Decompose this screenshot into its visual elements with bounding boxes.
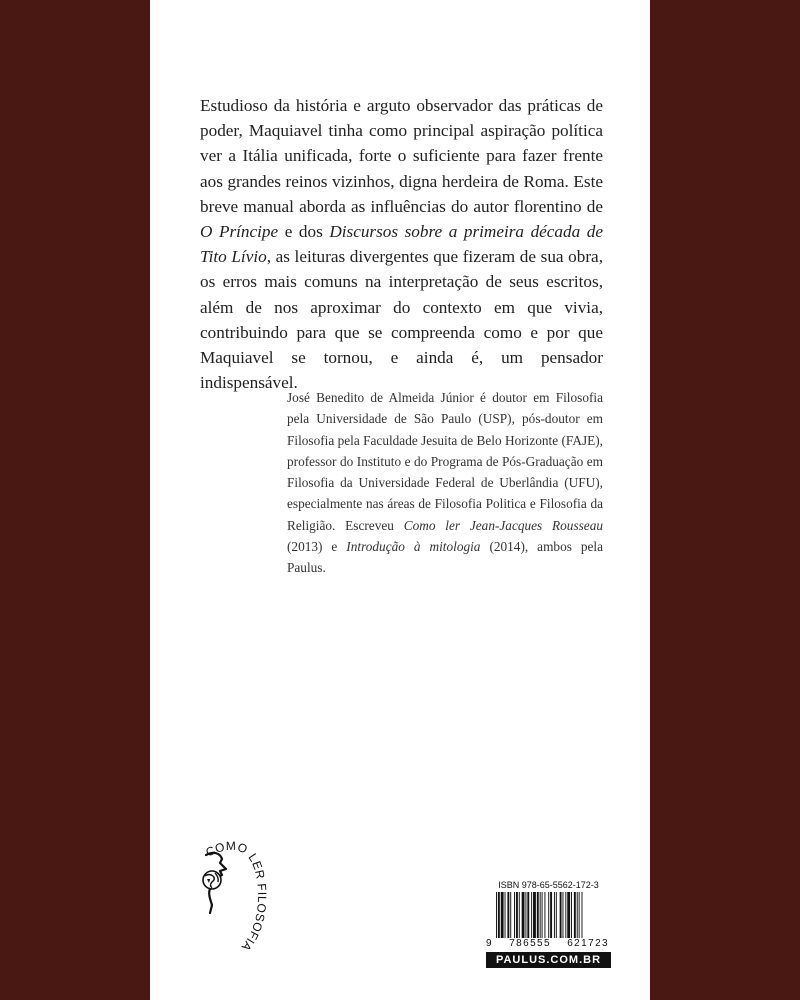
barcode-bar xyxy=(501,892,504,938)
barcode-bar xyxy=(525,892,526,938)
barcode xyxy=(486,892,611,938)
blurb-text: , as leituras divergentes que fizeram de sua obra, os erros mais comuns na interpretação de seus escritos, além de nos aproximar do contexto em que vivia, contribuindo para que se compreenda como e por que Maquiavel se tornou, e ainda é, um pensador indispensável. xyxy=(200,247,603,393)
barcode-bar xyxy=(516,892,518,938)
barcode-bar xyxy=(554,892,555,938)
barcode-left-digits: 786555 xyxy=(509,938,551,949)
barcode-right-digits: 621723 xyxy=(567,938,609,949)
barcode-bar xyxy=(548,892,549,938)
barcode-bar xyxy=(582,892,583,938)
isbn-label: ISBN 978-65-5562-172-3 xyxy=(498,880,599,890)
barcode-bar xyxy=(522,892,525,938)
barcode-bar xyxy=(563,892,564,938)
barcode-bar xyxy=(527,892,529,938)
barcode-digits xyxy=(486,938,611,949)
barcode-first-digit: 9 xyxy=(486,938,493,949)
left-cover-band xyxy=(0,0,150,1000)
barcode-bar xyxy=(577,892,578,938)
bio-text: (2013) e xyxy=(287,539,347,555)
barcode-bar xyxy=(519,892,520,938)
blurb-title-principe: O Príncipe xyxy=(200,222,279,242)
barcode-bar xyxy=(498,892,500,938)
barcode-bar xyxy=(556,892,557,938)
barcode-bar xyxy=(507,892,509,938)
barcode-bar xyxy=(496,892,497,938)
barcode-bar xyxy=(537,892,539,938)
barcode-bar xyxy=(560,892,562,938)
barcode-bar xyxy=(510,892,511,938)
blurb-text: e dos xyxy=(278,222,330,242)
bio-text: (2014), ambos pela Paulus. xyxy=(287,539,604,576)
barcode-bar xyxy=(550,892,552,938)
barcode-bar xyxy=(567,892,570,938)
barcode-area xyxy=(486,880,611,968)
globe-icon xyxy=(203,871,221,889)
barcode-bar xyxy=(542,892,543,938)
barcode-bar xyxy=(579,892,580,938)
barcode-bar xyxy=(533,892,536,938)
publisher-url: PAULUS.COM.BR xyxy=(486,952,611,968)
barcode-bar xyxy=(574,892,576,938)
bio-title-rousseau: Como ler Jean-Jacques Rousseau xyxy=(403,517,603,533)
barcode-bar xyxy=(544,892,545,938)
barcode-bar xyxy=(514,892,515,938)
barcode-bar xyxy=(540,892,541,938)
book-blurb xyxy=(200,93,603,395)
series-logo xyxy=(196,835,306,965)
author-bio xyxy=(287,387,603,579)
series-logo-text: COMO LER FILOSOFIA xyxy=(203,838,270,955)
right-cover-band xyxy=(650,0,800,1000)
bio-text: José Benedito de Almeida Júnior é doutor em Filosofia pela Universidade de São Paulo (USP), pós-doutor em Filosofia pela Faculdade Jesuita de Belo Horizonte (FAJE), professor do Instituto e do Programa de Pós-Graduação em Filosofia da Universidade Federal de Uberlândia (UFU), especialmente nas áreas de Filosofia Politica e Filosofia da Religião. Escreveu xyxy=(287,390,603,533)
barcode-bar xyxy=(571,892,572,938)
barcode-bar xyxy=(565,892,566,938)
bio-title-mitologia: Introdução à mitologia xyxy=(346,539,481,555)
barcode-bar xyxy=(531,892,532,938)
blurb-title-discursos: Discursos sobre a primeira década de Tito Lívio xyxy=(200,222,603,267)
barcode-bar xyxy=(505,892,506,938)
blurb-text: Estudioso da história e arguto observador das práticas de poder, Maquiavel tinha como principal aspiração política ver a Itália unificada, forte o suficiente para fazer frente aos grandes reinos vizinhos, digna herdeira de Roma. Este breve manual aborda as influências do autor florentino de xyxy=(200,96,603,216)
